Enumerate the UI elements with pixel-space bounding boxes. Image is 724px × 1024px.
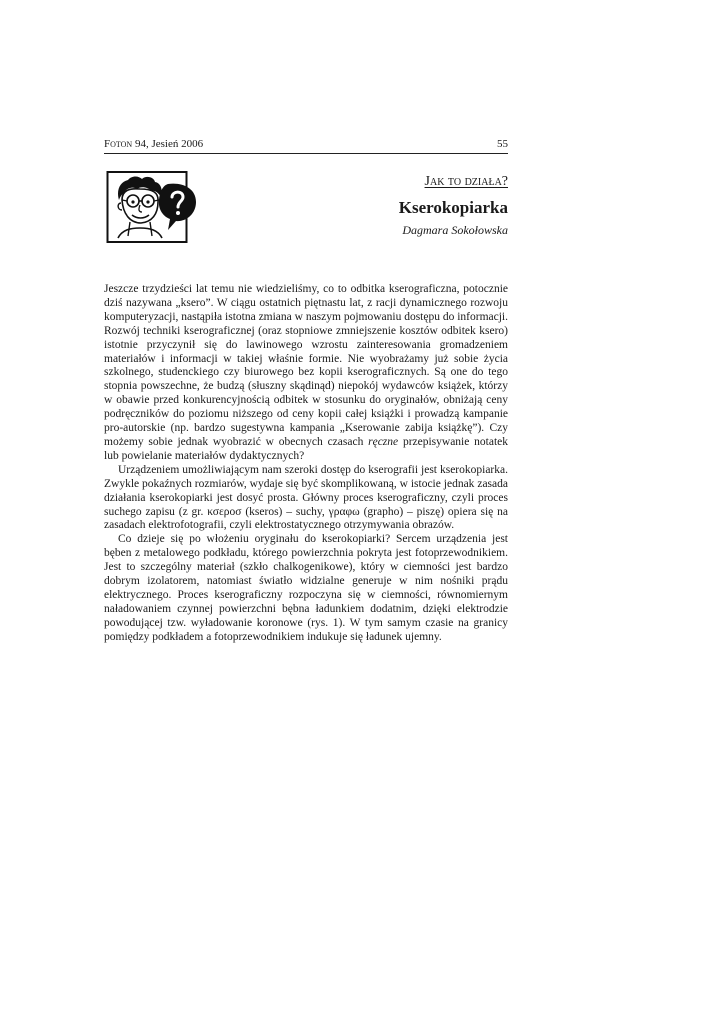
- paragraph: Urządzeniem umożliwiającym nam szeroki dostęp do kserografii jest kserokopiarka. Zwykle pokaźnych rozmiarów, wydaje się być skomplikowaną, w istocie jednak zasada działania kserokopiarki jest dosyć prosta. Główny proces kserograficzny, czyli proces suchego zapisu (z gr. κσεροσ (kseros) – suchy, γραφω (grapho) – piszę) opiera się na zasadach elektrofotografii, czyli elektrostatycznego otrzymywania obrazów.: [104, 463, 508, 532]
- paragraph: Co dzieje się po włożeniu oryginału do kserokopiarki? Sercem urządzenia jest bęben z metalowego podkładu, którego powierzchnia pokryta jest fotoprzewodnikiem. Jest to szczególny materiał (szkło chalkogenikowe), który w ciemności jest bardzo dobrym izolatorem, natomiast światło widzialne generuje w nim nośniki prądu elektrycznego. Proces kserograficzny rozpoczyna się w ciemności, równomiernym naładowaniem czynnej powierzchni bębna ładunkiem dodatnim, dzięki elektrodzie powodującej tzw. wyładowanie koronowe (rys. 1). W tym samym czasie na granicy pomiędzy podkładem a fotoprzewodnikiem indukuje się ładunek ujemny.: [104, 533, 508, 643]
- journal-name: Foton: [104, 138, 133, 150]
- paragraph-text: Jeszcze trzydzieści lat temu nie wiedzieliśmy, co to odbitka kserograficzna, potocznie dziś nazywana „ksero”. W ciągu ostatnich piętnastu lat, z racji dynamicznego rozwoju komputeryzacji, nastąpiła istotna zmiana w naszym pojmowaniu dostępu do informacji. Rozwój techniki kserograficznej (oraz stopniowe zmniejszenie kosztów odbitek ksero) istotnie przyczynił się do lawinowego wzrostu zainteresowania gromadzeniem materiałów i informacji w takiej właśnie formie. Nie wyobrażamy już sobie życia szkolnego, studenckiego czy biurowego bez kopii kserograficznych. Są one do tego stopnia powszechne, że budzą (słuszny skądinąd) niepokój wydawców książek, którzy w obawie przed konkurencyjnością odbitek w stosunku do oryginałów, obniżają ceny podręczników do poziomu niższego od ceny kopii całej książki i prowadzą kampanie pro-autorskie (np. bardzo sugestywna kampania „Kserowanie zabija książkę”). Czy możemy sobie jednak wyobrazić w obecnych czasach: [104, 283, 508, 448]
- author-name: Dagmara Sokołowska: [402, 223, 508, 237]
- column-logo-icon: [106, 170, 205, 244]
- paragraph: [104, 283, 508, 464]
- section-label: Jak to działa?: [424, 174, 508, 189]
- paragraph-text: przepisywanie notatek lub powielanie materiałów dydaktycznych?: [104, 435, 508, 462]
- emphasis-text: ręczne: [368, 435, 399, 448]
- article-body: [104, 283, 508, 645]
- article-heading: [300, 174, 508, 237]
- article-title: Kserokopiarka: [398, 198, 508, 217]
- page-number: 55: [497, 138, 508, 150]
- journal-issue: 94, Jesień 2006: [132, 138, 204, 150]
- journal-citation: [104, 138, 203, 151]
- header-rule: [104, 153, 508, 154]
